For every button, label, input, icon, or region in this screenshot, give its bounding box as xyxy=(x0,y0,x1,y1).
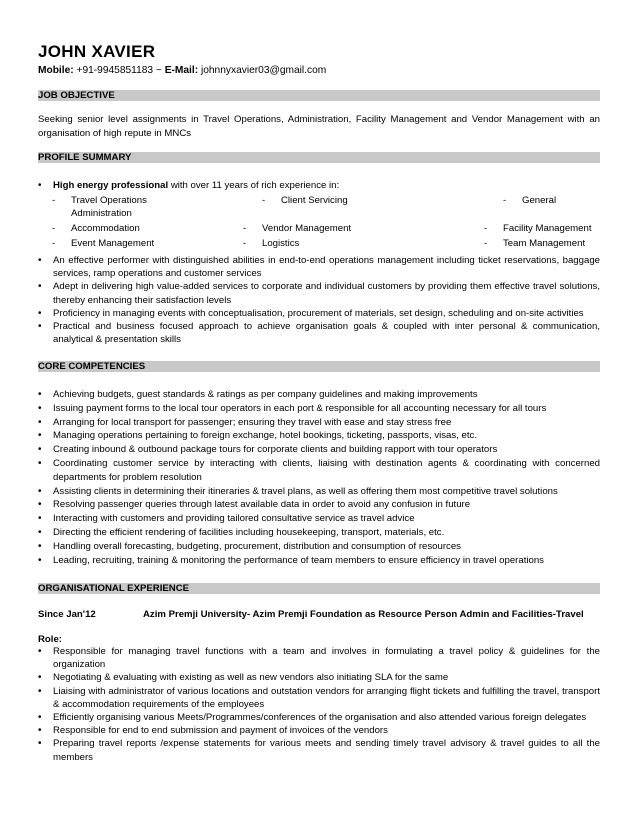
area-item: - General xyxy=(503,195,557,206)
list-item: • Proficiency in managing events with conceptualisation, procurement of materials, set design, scheduling and on-site activities xyxy=(38,307,600,320)
list-item: • Negotiating & evaluating with existing as well as new vendors also initiating SLA for the same xyxy=(38,671,600,684)
list-item: • Resolving passenger queries through latest available data in order to avoid any confusion in future xyxy=(38,498,600,512)
mobile-number: +91-9945851183 ~ xyxy=(76,65,162,76)
list-item: • Preparing travel reports /expense statements for various meets and sending timely travel advisory & travel guides to all the members xyxy=(38,737,600,763)
employer-title: Azim Premji University- Azim Premji Foundation as Resource Person Admin and Facilities-Travel xyxy=(143,609,584,620)
list-item: • Handling overall forecasting, budgeting, procurement, distribution and consumption of resources xyxy=(38,540,600,554)
contact-line xyxy=(38,65,326,76)
list-item: • Efficiently organising various Meets/Programmes/conferences of the organisation and also attended various foreign delegates xyxy=(38,711,600,724)
area-item: - Vendor Management xyxy=(243,223,352,234)
list-item: • Adept in delivering high value-added services to corporate and individual customers by providing them effective travel solutions, thereby enhancing their satisfaction levels xyxy=(38,280,600,306)
section-heading-profile-summary: PROFILE SUMMARY xyxy=(38,152,600,163)
area-item: - Event Management xyxy=(52,238,155,249)
list-item: • Directing the efficient rendering of facilities including housekeeping, transport, materials, etc. xyxy=(38,526,600,540)
list-item: • Issuing payment forms to the local tour operators in each port & responsible for all accounting necessary for all tours xyxy=(38,402,600,416)
lead-rest: with over 11 years of rich experience in: xyxy=(168,180,340,191)
role-list xyxy=(38,645,600,764)
profile-bullets xyxy=(38,254,600,346)
list-item: • Achieving budgets, guest standards & ratings as per company guidelines and making improvements xyxy=(38,388,600,402)
list-item: • Interacting with customers and providing tailored consultative service as travel advice xyxy=(38,512,600,526)
list-item: • Creating inbound & outbound package tours for corporate clients and building rapport with tour operators xyxy=(38,443,600,457)
list-item: • Responsible for managing travel functions with a team and involves in formulating a travel policy & guidelines for the organization xyxy=(38,645,600,671)
role-label: Role: xyxy=(38,634,62,645)
section-heading-experience: ORGANISATIONAL EXPERIENCE xyxy=(38,583,600,594)
list-item: • Practical and business focused approach to achieve organisation goals & coupled with inter personal & communication, analytical & presentation skills xyxy=(38,320,600,346)
list-item: • Liaising with administrator of various locations and outstation vendors for arranging flight tickets and fulfilling the travel, transport & accommodation requirements of the employees xyxy=(38,685,600,711)
list-item: • Coordinating customer service by interacting with clients, liaising with destination agents & coordinating with concerned departments for problem resolution xyxy=(38,457,600,485)
employment-date: Since Jan'12 xyxy=(38,609,96,620)
list-item: • Arranging for local transport for passenger; ensuring they travel with ease and stay stress free xyxy=(38,416,600,430)
list-item xyxy=(38,179,600,192)
candidate-name: JOHN XAVIER xyxy=(38,42,156,61)
section-heading-core-competencies: CORE COMPETENCIES xyxy=(38,361,600,372)
experience-areas-grid xyxy=(38,195,600,255)
list-item: • Managing operations pertaining to foreign exchange, hotel bookings, ticketing, passports, visas, etc. xyxy=(38,429,600,443)
email-label: E-Mail: xyxy=(164,65,199,76)
job-objective-text: Seeking senior level assignments in Travel Operations, Administration, Facility Management and Vendor Management with an organisation of high repute in MNCs xyxy=(38,114,600,139)
mobile-label: Mobile: xyxy=(38,65,74,76)
section-heading-job-objective: JOB OBJECTIVE xyxy=(38,90,600,101)
area-item: - Facility Management xyxy=(484,223,592,234)
area-item: - Team Management xyxy=(484,238,586,249)
area-item: - Logistics xyxy=(243,238,300,249)
area-item: - Accommodation xyxy=(52,223,140,234)
area-item: - Travel Operations Administration xyxy=(52,195,147,219)
list-item: • Assisting clients in determining their itineraries & travel plans, as well as offering them most competitive travel solutions xyxy=(38,485,600,499)
lead-bold: High energy professional xyxy=(53,180,169,191)
area-item: - Client Servicing xyxy=(262,195,348,206)
list-item: • Responsible for end to end submission and payment of invoices of the vendors xyxy=(38,724,600,737)
profile-lead-list xyxy=(38,179,600,192)
list-item: • Leading, recruiting, training & monitoring the performance of team members to ensure efficiency in travel operations xyxy=(38,554,600,568)
email-address: johnnyxavier03@gmail.com xyxy=(200,65,327,76)
competencies-list xyxy=(38,388,600,567)
list-item: • An effective performer with distinguished abilities in end-to-end operations management including ticket reservations, baggage services, ramp operations and customer services xyxy=(38,254,600,280)
